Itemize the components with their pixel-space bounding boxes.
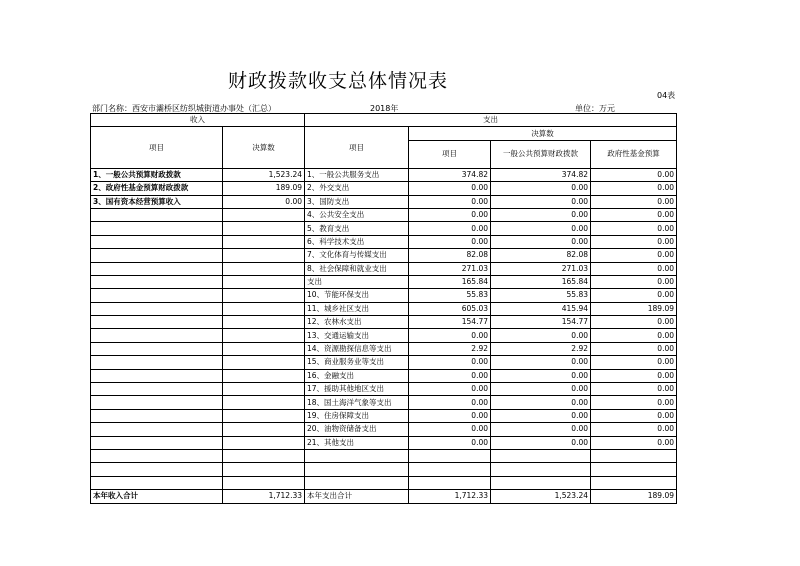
- income-amount-cell: [223, 423, 305, 436]
- income-item-cell: [91, 275, 223, 288]
- gov-fund-cell: 0.00: [591, 342, 677, 355]
- income-item-cell: 2、政府性基金预算财政拨款: [91, 182, 223, 195]
- expense-item-cell: 16、金融支出: [305, 369, 409, 382]
- expense-total-cell: 165.84: [409, 275, 491, 288]
- table-row: [91, 436, 677, 449]
- expense-item-cell: 11、城乡社区支出: [305, 302, 409, 315]
- income-item-cell: [91, 342, 223, 355]
- general-budget-cell: 55.83: [491, 289, 591, 302]
- table-row: [91, 396, 677, 409]
- gov-fund-cell: 0.00: [591, 249, 677, 262]
- general-budget-cell: 0.00: [491, 329, 591, 342]
- expense-item-cell: 支出: [305, 275, 409, 288]
- report-year: 2018年: [370, 104, 399, 113]
- expense-total-cell: 0.00: [409, 409, 491, 422]
- table-row: [91, 195, 677, 208]
- gov-fund-cell: 0.00: [591, 409, 677, 422]
- expense-item-cell: 5、教育支出: [305, 222, 409, 235]
- expense-total-cell: 0.00: [409, 383, 491, 396]
- expense-total-cell: 2.92: [409, 342, 491, 355]
- income-item-cell: [91, 316, 223, 329]
- expense-item-cell: 4、公共安全支出: [305, 208, 409, 221]
- table-row: [91, 168, 677, 181]
- gov-fund-cell: 0.00: [591, 182, 677, 195]
- table-row: [91, 423, 677, 436]
- table-row: [91, 449, 677, 462]
- income-item-cell: [91, 423, 223, 436]
- income-item-cell: [91, 463, 223, 476]
- income-amount-cell: [223, 208, 305, 221]
- general-budget-cell: 0.00: [491, 235, 591, 248]
- general-budget-cell: 0.00: [491, 195, 591, 208]
- general-budget-cell: 0.00: [491, 383, 591, 396]
- income-amount-cell: 1,523.24: [223, 168, 305, 181]
- table-row: [91, 342, 677, 355]
- expense-item-cell: 6、科学技术支出: [305, 235, 409, 248]
- income-amount-header: 决算数: [223, 127, 305, 168]
- table-row: [91, 249, 677, 262]
- general-budget-cell: 0.00: [491, 409, 591, 422]
- income-amount-cell: 0.00: [223, 195, 305, 208]
- table-row: [91, 302, 677, 315]
- income-item-cell: [91, 356, 223, 369]
- general-budget-total: 1,523.24: [491, 490, 591, 503]
- fiscal-appropriation-table: [90, 113, 677, 504]
- gov-fund-cell: 0.00: [591, 262, 677, 275]
- income-amount-cell: [223, 449, 305, 462]
- general-budget-header: 一般公共预算财政拨款: [491, 140, 591, 168]
- expense-total-cell: 0.00: [409, 208, 491, 221]
- expense-item-cell: 15、商业服务业等支出: [305, 356, 409, 369]
- income-amount-cell: [223, 436, 305, 449]
- income-amount-cell: [223, 222, 305, 235]
- income-total-amount: 1,712.33: [223, 490, 305, 503]
- table-row: [91, 235, 677, 248]
- general-budget-cell: 2.92: [491, 342, 591, 355]
- expense-item-cell: 20、油物资储备支出: [305, 423, 409, 436]
- expense-item-cell: 17、援助其他地区支出: [305, 383, 409, 396]
- expense-total-cell: 271.03: [409, 262, 491, 275]
- general-budget-cell: 0.00: [491, 423, 591, 436]
- table-row: [91, 316, 677, 329]
- expense-total-cell: 0.00: [409, 423, 491, 436]
- income-item-cell: [91, 396, 223, 409]
- income-amount-cell: [223, 369, 305, 382]
- expense-item-cell: 14、资源勘探信息等支出: [305, 342, 409, 355]
- table-row: [91, 409, 677, 422]
- gov-fund-cell: 0.00: [591, 289, 677, 302]
- gov-fund-cell: 0.00: [591, 222, 677, 235]
- table-row: [91, 208, 677, 221]
- income-amount-cell: [223, 249, 305, 262]
- table-row: [91, 289, 677, 302]
- expense-item-cell: 13、交通运输支出: [305, 329, 409, 342]
- income-item-cell: [91, 369, 223, 382]
- table-row: [91, 275, 677, 288]
- expense-item-cell: 7、文化体育与传媒支出: [305, 249, 409, 262]
- gov-fund-cell: 0.00: [591, 195, 677, 208]
- expense-total-amount: 1,712.33: [409, 490, 491, 503]
- table-row: [91, 463, 677, 476]
- general-budget-cell: 82.08: [491, 249, 591, 262]
- expense-item-cell: 19、住房保障支出: [305, 409, 409, 422]
- gov-fund-cell: [591, 449, 677, 462]
- income-item-cell: [91, 249, 223, 262]
- general-budget-cell: [491, 463, 591, 476]
- expense-item-cell: 21、其他支出: [305, 436, 409, 449]
- gov-fund-cell: 0.00: [591, 329, 677, 342]
- general-budget-cell: [491, 449, 591, 462]
- gov-fund-cell: 0.00: [591, 356, 677, 369]
- gov-fund-cell: [591, 463, 677, 476]
- gov-fund-cell: 0.00: [591, 423, 677, 436]
- income-item-cell: 1、一般公共预算财政拨款: [91, 168, 223, 181]
- expense-total-cell: 82.08: [409, 249, 491, 262]
- income-total-label: 本年收入合计: [91, 490, 223, 503]
- income-item-cell: [91, 235, 223, 248]
- income-amount-cell: 189.09: [223, 182, 305, 195]
- expense-total-label: 本年支出合计: [305, 490, 409, 503]
- totals-row: [91, 490, 677, 503]
- expense-total-header: 项目: [409, 140, 491, 168]
- expense-total-cell: [409, 449, 491, 462]
- general-budget-cell: 0.00: [491, 182, 591, 195]
- income-item-cell: [91, 208, 223, 221]
- income-header: 收入: [91, 114, 305, 127]
- expense-total-cell: [409, 463, 491, 476]
- table-row: [91, 222, 677, 235]
- income-amount-cell: [223, 275, 305, 288]
- gov-fund-cell: 0.00: [591, 369, 677, 382]
- expense-total-cell: 0.00: [409, 356, 491, 369]
- income-item-cell: [91, 449, 223, 462]
- gov-fund-cell: 0.00: [591, 436, 677, 449]
- gov-fund-cell: 0.00: [591, 168, 677, 181]
- expense-item-cell: 3、国防支出: [305, 195, 409, 208]
- general-budget-cell: 165.84: [491, 275, 591, 288]
- expense-item-cell: 2、外交支出: [305, 182, 409, 195]
- general-budget-cell: 154.77: [491, 316, 591, 329]
- expense-total-cell: 0.00: [409, 396, 491, 409]
- gov-fund-cell: 0.00: [591, 396, 677, 409]
- gov-fund-header: 政府性基金预算: [591, 140, 677, 168]
- general-budget-cell: 0.00: [491, 396, 591, 409]
- expense-total-cell: 0.00: [409, 195, 491, 208]
- income-item-cell: [91, 289, 223, 302]
- general-budget-cell: 271.03: [491, 262, 591, 275]
- income-amount-cell: [223, 329, 305, 342]
- expense-final-header: 决算数: [409, 127, 677, 140]
- income-item-cell: [91, 476, 223, 489]
- income-amount-cell: [223, 235, 305, 248]
- income-amount-cell: [223, 383, 305, 396]
- gov-fund-cell: 0.00: [591, 235, 677, 248]
- gov-fund-cell: 0.00: [591, 316, 677, 329]
- general-budget-cell: 0.00: [491, 222, 591, 235]
- page-title: 财政拨款收支总体情况表: [228, 70, 449, 92]
- income-amount-cell: [223, 463, 305, 476]
- income-item-cell: 3、国有资本经营预算收入: [91, 195, 223, 208]
- expense-item-cell: 18、国土海洋气象等支出: [305, 396, 409, 409]
- expense-item-cell: [305, 449, 409, 462]
- table-row: [91, 329, 677, 342]
- income-amount-cell: [223, 476, 305, 489]
- table-row: [91, 383, 677, 396]
- income-item-cell: [91, 262, 223, 275]
- expense-total-cell: 0.00: [409, 329, 491, 342]
- gov-fund-cell: 189.09: [591, 302, 677, 315]
- general-budget-cell: [491, 476, 591, 489]
- table-row: [91, 369, 677, 382]
- expense-item-cell: [305, 476, 409, 489]
- expense-header: 支出: [305, 114, 677, 127]
- income-amount-cell: [223, 396, 305, 409]
- expense-item-cell: 1、一般公共服务支出: [305, 168, 409, 181]
- expense-total-cell: 55.83: [409, 289, 491, 302]
- gov-fund-total: 189.09: [591, 490, 677, 503]
- income-amount-cell: [223, 356, 305, 369]
- expense-item-header: 项目: [305, 127, 409, 168]
- income-amount-cell: [223, 289, 305, 302]
- gov-fund-cell: 0.00: [591, 275, 677, 288]
- income-amount-cell: [223, 409, 305, 422]
- expense-total-cell: 374.82: [409, 168, 491, 181]
- general-budget-cell: 0.00: [491, 208, 591, 221]
- gov-fund-cell: 0.00: [591, 208, 677, 221]
- expense-item-cell: 8、社会保障和就业支出: [305, 262, 409, 275]
- expense-total-cell: 605.03: [409, 302, 491, 315]
- gov-fund-cell: 0.00: [591, 383, 677, 396]
- expense-item-cell: 12、农林水支出: [305, 316, 409, 329]
- income-item-cell: [91, 383, 223, 396]
- unit-label: 单位：万元: [575, 104, 615, 113]
- income-item-header: 项目: [91, 127, 223, 168]
- table-row: [91, 356, 677, 369]
- expense-total-cell: 154.77: [409, 316, 491, 329]
- expense-item-cell: 10、节能环保支出: [305, 289, 409, 302]
- expense-total-cell: 0.00: [409, 222, 491, 235]
- gov-fund-cell: [591, 476, 677, 489]
- general-budget-cell: 0.00: [491, 356, 591, 369]
- income-item-cell: [91, 436, 223, 449]
- expense-total-cell: [409, 476, 491, 489]
- table-code: 04表: [657, 91, 676, 100]
- table-row: [91, 262, 677, 275]
- income-item-cell: [91, 222, 223, 235]
- expense-total-cell: 0.00: [409, 369, 491, 382]
- department-name: 部门名称：西安市灞桥区纺织城街道办事处（汇总）: [92, 104, 276, 113]
- income-amount-cell: [223, 316, 305, 329]
- general-budget-cell: 0.00: [491, 369, 591, 382]
- general-budget-cell: 415.94: [491, 302, 591, 315]
- general-budget-cell: 0.00: [491, 436, 591, 449]
- expense-item-cell: [305, 463, 409, 476]
- income-item-cell: [91, 329, 223, 342]
- income-item-cell: [91, 302, 223, 315]
- general-budget-cell: 374.82: [491, 168, 591, 181]
- expense-total-cell: 0.00: [409, 182, 491, 195]
- income-amount-cell: [223, 262, 305, 275]
- expense-total-cell: 0.00: [409, 235, 491, 248]
- income-amount-cell: [223, 302, 305, 315]
- income-amount-cell: [223, 342, 305, 355]
- expense-total-cell: 0.00: [409, 436, 491, 449]
- income-item-cell: [91, 409, 223, 422]
- table-row: [91, 182, 677, 195]
- table-row: [91, 476, 677, 489]
